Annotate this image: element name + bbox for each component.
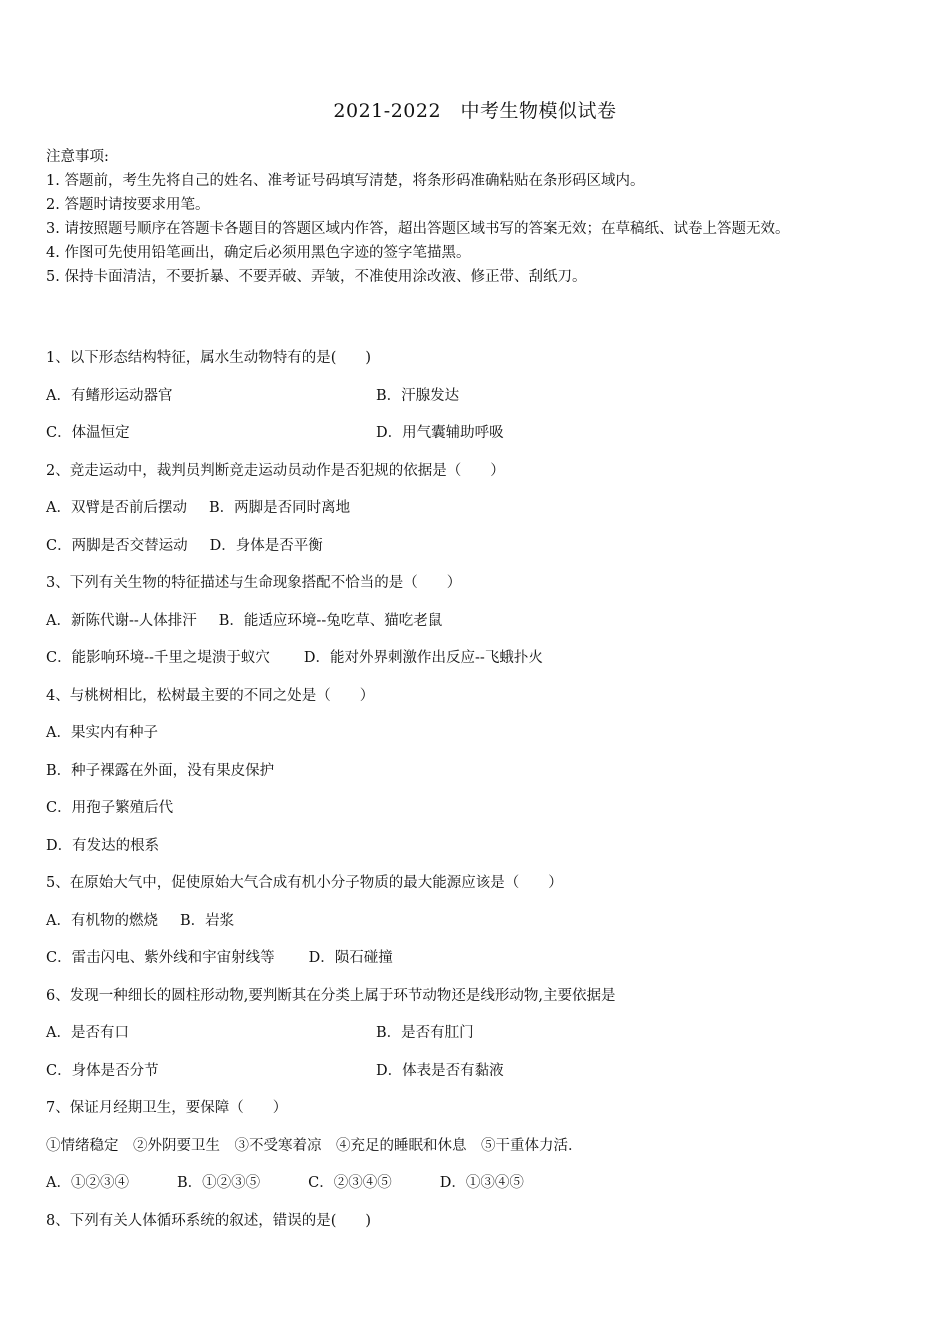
option-c: C．体温恒定 (46, 425, 130, 441)
option-a: A．是否有口 (46, 1025, 129, 1041)
option-row (46, 383, 926, 421)
question-stem: 3、下列有关生物的特征描述与生命现象搭配不恰当的是（ ） (46, 575, 462, 591)
question-stem: 7、保证月经期卫生，要保障（ ） (46, 1100, 288, 1116)
option-row (46, 945, 926, 983)
option-row (46, 495, 926, 533)
option-c: C．用孢子繁殖后代 (46, 800, 174, 816)
option-d: D．有发达的根系 (46, 837, 160, 854)
option-b: B．两脚是否同时离地 (208, 500, 351, 516)
question-stem: 6、发现一种细长的圆柱形动物,要判断其在分类上属于环节动物还是线形动物,主要依据是 (46, 987, 616, 1004)
option-a: A．双臂是否前后摆动 (46, 500, 187, 516)
option-a: A．新陈代谢--人体排汗 (46, 612, 197, 629)
option-a: A．有鳍形运动器官 (46, 387, 173, 404)
question-items: ①情绪稳定 ②外阴要卫生 ③不受寒着凉 ④充足的睡眠和休息 ⑤干重体力活． (46, 1137, 583, 1154)
notice-item: 4. 作图可先使用铅笔画出，确定后必须用黑色字迹的签字笔描黑。 (46, 245, 471, 261)
question-stem: 5、在原始大气中，促使原始大气合成有机小分子物质的最大能源应该是（ ） (46, 875, 563, 891)
option-c: C．身体是否分节 (46, 1062, 159, 1079)
option-row (46, 1058, 926, 1096)
option-c: C．雷击闪电、紫外线和宇宙射线等 (46, 950, 275, 966)
option-c: C．②③④⑤ (308, 1175, 392, 1191)
question-stem: 2、竞走运动中，裁判员判断竞走运动员动作是否犯规的依据是（ ） (46, 462, 505, 479)
option-row (46, 1170, 926, 1208)
question-list (46, 345, 926, 1245)
option-b: B．岩浆 (179, 912, 235, 929)
option-a: A．①②③④ (46, 1175, 129, 1191)
option-c: C．两脚是否交替运动 (46, 537, 188, 554)
notice-section (46, 145, 926, 289)
option-b: B．种子裸露在外面，没有果皮保护 (46, 762, 275, 779)
option-b: B．汗腺发达 (376, 387, 460, 404)
option-row (46, 533, 926, 571)
option-d: D．能对外界刺激作出反应--飞蛾扑火 (303, 650, 543, 666)
option-c: C．能影响环境--千里之堤溃于蚁穴 (46, 650, 270, 666)
option-a: A．有机物的燃烧 (46, 912, 158, 929)
option-row (46, 608, 926, 646)
option-d: D．用气囊辅助呼吸 (376, 425, 504, 441)
option-row (46, 720, 926, 758)
option-row (46, 795, 926, 833)
option-b: B．能适应环境--兔吃草、猫吃老鼠 (218, 612, 443, 629)
option-row (46, 833, 926, 871)
question-stem: 4、与桃树相比，松树最主要的不同之处是（ ） (46, 687, 375, 704)
option-row (46, 758, 926, 796)
option-d: D．①③④⑤ (439, 1175, 524, 1191)
notice-item: 2. 答题时请按要求用笔。 (46, 197, 210, 213)
option-row (46, 645, 926, 683)
option-row (46, 1020, 926, 1058)
question-stem: 8、下列有关人体循环系统的叙述，错误的是( ) (46, 1212, 372, 1229)
option-a: A．果实内有种子 (46, 725, 158, 741)
notice-heading: 注意事项: (46, 149, 109, 165)
question-stem: 1、以下形态结构特征，属水生动物特有的是( ) (46, 350, 372, 366)
option-row (46, 908, 926, 946)
notice-item: 1. 答题前，考生先将自己的姓名、准考证号码填写清楚，将条形码准确粘贴在条形码区域内。 (46, 173, 645, 189)
notice-item: 5. 保持卡面清洁，不要折暴、不要弄破、弄皱，不准使用涂改液、修正带、刮纸刀。 (46, 269, 587, 285)
page-title: 2021-2022 中考生物模似试卷 (333, 100, 617, 122)
option-b: B．①②③⑤ (176, 1175, 261, 1191)
option-row (46, 420, 926, 458)
option-b: B．是否有肛门 (376, 1025, 474, 1041)
option-d: D．体表是否有黏液 (376, 1062, 504, 1079)
option-d: D．身体是否平衡 (209, 537, 323, 554)
notice-item: 3. 请按照题号顺序在答题卡各题目的答题区域内作答，超出答题区域书写的答案无效；在草稿纸、试卷上答题无效。 (46, 221, 790, 237)
option-d: D．陨石碰撞 (308, 950, 393, 966)
